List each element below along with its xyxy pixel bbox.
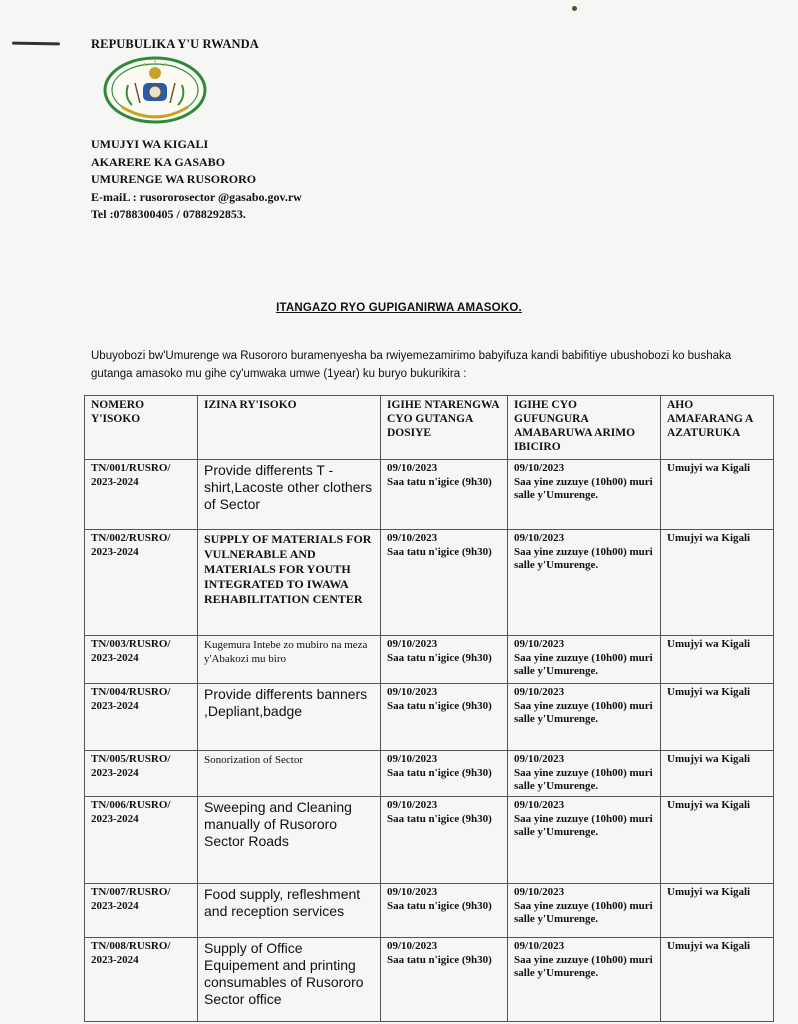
deadline-date: 09/10/2023 xyxy=(387,638,438,650)
tender-number: TN/004/RUSRO/ 2023-2024 xyxy=(85,684,198,751)
republic-heading: REPUBULIKA Y'U RWANDA xyxy=(91,37,259,51)
tender-number: TN/006/RUSRO/ 2023-2024 xyxy=(85,797,198,884)
deadline-date: 09/10/2023 xyxy=(387,799,438,811)
opening-hour: Saa yine zuzuye (10h00) muri salle y'Umurenge. xyxy=(514,899,653,925)
opening-date: 09/10/2023 xyxy=(514,799,565,811)
opening-time xyxy=(508,636,661,684)
deadline-date: 09/10/2023 xyxy=(387,886,438,898)
header-tender-number: NOMERO Y'ISOKO xyxy=(85,396,198,460)
header-opening-time: IGIHE CYO GUFUNGURA AMABARUWA ARIMO IBICIRO xyxy=(508,396,661,460)
opening-time xyxy=(508,751,661,797)
opening-date: 09/10/2023 xyxy=(514,686,565,698)
funding-source: Umujyi wa Kigali xyxy=(661,884,774,938)
table-row xyxy=(85,751,774,797)
deadline-time: Saa tatu n'igice (9h30) xyxy=(387,953,492,966)
submission-deadline xyxy=(381,797,508,884)
tender-number: TN/001/RUSRO/ 2023-2024 xyxy=(85,460,198,530)
tender-name: Provide differents T -shirt,Lacoste other clothers of Sector xyxy=(198,460,381,530)
deadline-time: Saa tatu n'igice (9h30) xyxy=(387,812,492,825)
opening-hour: Saa yine zuzuye (10h00) muri salle y'Umurenge. xyxy=(514,651,653,677)
header-funding-source: AHO AMAFARANG A AZATURUKA xyxy=(661,396,774,460)
tender-number: TN/008/RUSRO/ 2023-2024 xyxy=(85,938,198,1022)
deadline-date: 09/10/2023 xyxy=(387,686,438,698)
deadline-time: Saa tatu n'igice (9h30) xyxy=(387,699,492,712)
table-row xyxy=(85,938,774,1022)
address-block xyxy=(91,136,302,224)
opening-date: 09/10/2023 xyxy=(514,462,565,474)
tender-table xyxy=(84,395,774,1022)
ink-dot xyxy=(572,6,577,11)
opening-time xyxy=(508,797,661,884)
opening-hour: Saa yine zuzuye (10h00) muri salle y'Umurenge. xyxy=(514,812,653,838)
deadline-time: Saa tatu n'igice (9h30) xyxy=(387,899,492,912)
submission-deadline xyxy=(381,751,508,797)
tender-name: Sonorization of Sector xyxy=(198,751,381,797)
address-phone: Tel :0788300405 / 0788292853. xyxy=(91,207,246,221)
submission-deadline xyxy=(381,530,508,636)
table-row xyxy=(85,797,774,884)
funding-source: Umujyi wa Kigali xyxy=(661,460,774,530)
document-header xyxy=(91,37,259,52)
tender-name: Sweeping and Cleaning manually of Rusororo Sector Roads xyxy=(198,797,381,884)
opening-time xyxy=(508,938,661,1022)
address-district: AKARERE KA GASABO xyxy=(91,154,226,169)
tender-number: TN/007/RUSRO/ 2023-2024 xyxy=(85,884,198,938)
opening-date: 09/10/2023 xyxy=(514,753,565,765)
opening-hour: Saa yine zuzuye (10h00) muri salle y'Umurenge. xyxy=(514,766,653,792)
address-sector: UMURENGE WA RUSORORO xyxy=(91,172,257,186)
funding-source: Umujyi wa Kigali xyxy=(661,636,774,684)
tender-name: Provide differents banners ,Depliant,badge xyxy=(198,684,381,751)
notice-title: ITANGAZO RYO GUPIGANIRWA AMASOKO. xyxy=(276,302,522,314)
opening-date: 09/10/2023 xyxy=(514,940,565,952)
header-tender-name: IZINA RY'ISOKO xyxy=(198,396,381,460)
opening-date: 09/10/2023 xyxy=(514,532,565,544)
address-email: E-maiL : rusororosector @gasabo.gov.rw xyxy=(91,189,302,204)
funding-source: Umujyi wa Kigali xyxy=(661,684,774,751)
opening-date: 09/10/2023 xyxy=(514,638,565,650)
table-header-row xyxy=(85,396,774,460)
funding-source: Umujyi wa Kigali xyxy=(661,797,774,884)
tender-number: TN/005/RUSRO/ 2023-2024 xyxy=(85,751,198,797)
opening-date: 09/10/2023 xyxy=(514,886,565,898)
deadline-date: 09/10/2023 xyxy=(387,532,438,544)
tender-number: TN/003/RUSRO/ 2023-2024 xyxy=(85,636,198,684)
tender-name: Supply of Office Equipement and printing consumables of Rusororo Sector office xyxy=(198,938,381,1022)
table-row xyxy=(85,684,774,751)
header-submission-deadline: IGIHE NTARENGWA CYO GUTANGA DOSIYE xyxy=(381,396,508,460)
tender-number: TN/002/RUSRO/ 2023-2024 xyxy=(85,530,198,636)
deadline-time: Saa tatu n'igice (9h30) xyxy=(387,475,492,488)
deadline-date: 09/10/2023 xyxy=(387,940,438,952)
opening-time xyxy=(508,884,661,938)
tender-name: Kugemura Intebe zo mubiro na meza y'Abakozi mu biro xyxy=(198,636,381,684)
opening-hour: Saa yine zuzuye (10h00) muri salle y'Umurenge. xyxy=(514,475,653,501)
submission-deadline xyxy=(381,938,508,1022)
opening-hour: Saa yine zuzuye (10h00) muri salle y'Umurenge. xyxy=(514,953,653,979)
submission-deadline xyxy=(381,684,508,751)
opening-hour: Saa yine zuzuye (10h00) muri salle y'Umurenge. xyxy=(514,545,653,571)
deadline-time: Saa tatu n'igice (9h30) xyxy=(387,545,492,558)
deadline-date: 09/10/2023 xyxy=(387,753,438,765)
table-row xyxy=(85,460,774,530)
funding-source: Umujyi wa Kigali xyxy=(661,751,774,797)
opening-time xyxy=(508,460,661,530)
funding-source: Umujyi wa Kigali xyxy=(661,938,774,1022)
deadline-time: Saa tatu n'igice (9h30) xyxy=(387,651,492,664)
pen-mark xyxy=(12,42,60,46)
submission-deadline xyxy=(381,460,508,530)
tender-name: SUPPLY OF MATERIALS FOR VULNERABLE AND MATERIALS FOR YOUTH INTEGRATED TO IWAWA REHABILITATION CENTER xyxy=(198,530,381,636)
funding-source: Umujyi wa Kigali xyxy=(661,530,774,636)
opening-time xyxy=(508,530,661,636)
table-row xyxy=(85,530,774,636)
opening-time xyxy=(508,684,661,751)
rwanda-coat-of-arms-icon xyxy=(100,55,210,125)
table-row xyxy=(85,636,774,684)
deadline-time: Saa tatu n'igice (9h30) xyxy=(387,766,492,779)
tender-name: Food supply, refleshment and reception services xyxy=(198,884,381,938)
opening-hour: Saa yine zuzuye (10h00) muri salle y'Umurenge. xyxy=(514,699,653,725)
submission-deadline xyxy=(381,636,508,684)
address-city: UMUJYI WA KIGALI xyxy=(91,137,209,151)
submission-deadline xyxy=(381,884,508,938)
deadline-date: 09/10/2023 xyxy=(387,462,438,474)
notice-intro: Ubuyobozi bw'Umurenge wa Rusororo buramenyesha ba rwiyemezamirimo babyifuza kandi babifitiye ubushobozi ko bushaka gutanga amasoko mu gihe cy'umwaka umwe (1year) ku buryo bukurikira : xyxy=(91,350,732,380)
table-row xyxy=(85,884,774,938)
